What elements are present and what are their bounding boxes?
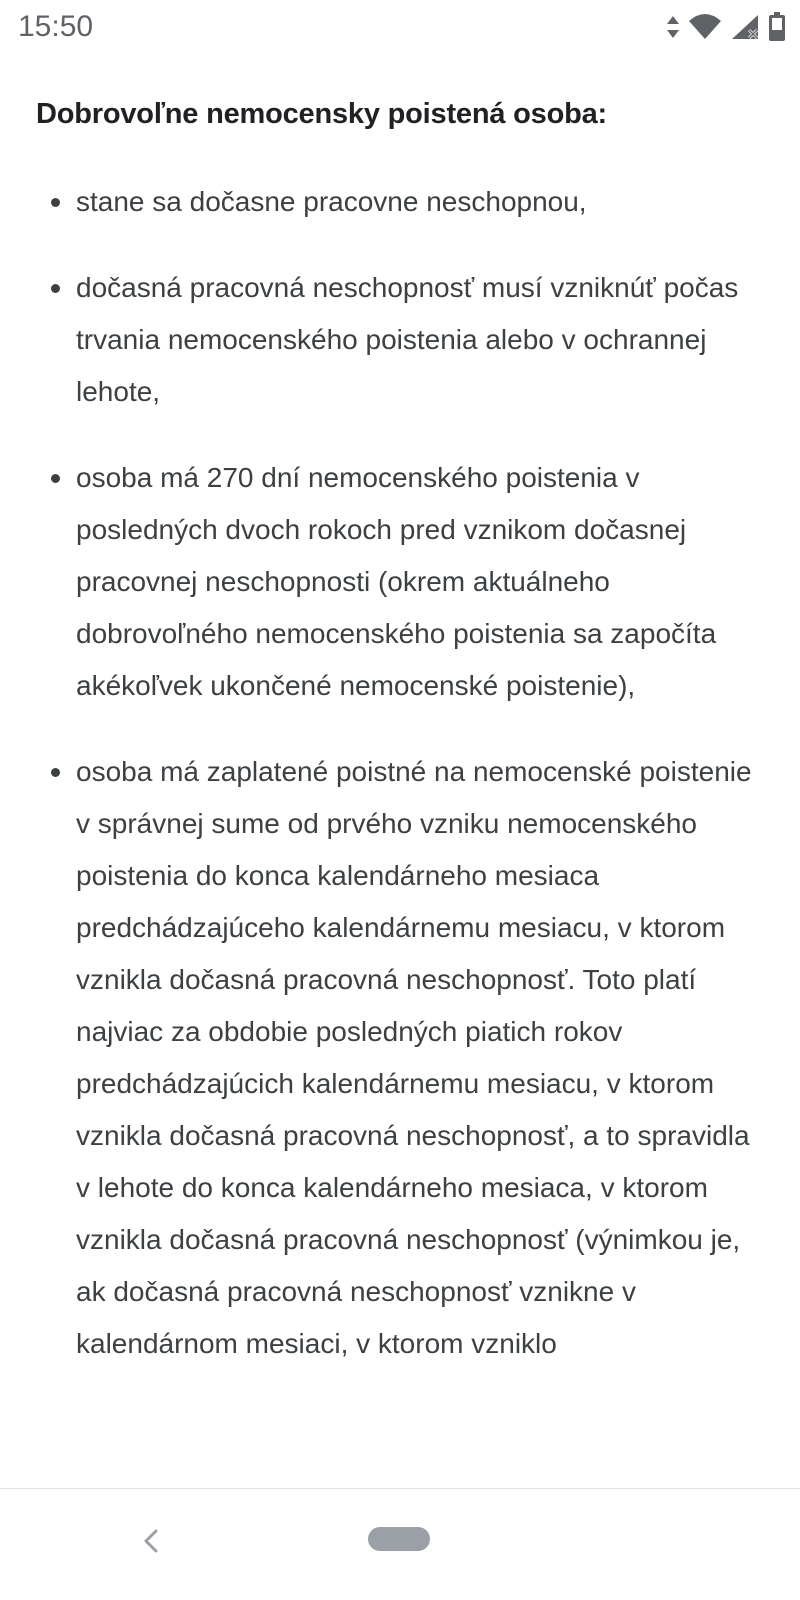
wifi-icon bbox=[688, 13, 722, 41]
list-item bbox=[36, 746, 764, 1370]
status-icons bbox=[666, 12, 786, 42]
list-item bbox=[36, 452, 764, 712]
list-item bbox=[36, 262, 764, 418]
bullet-dot-icon bbox=[51, 768, 60, 777]
main-content bbox=[36, 86, 764, 1480]
list-item-text: osoba má zaplatené poistné na nemocenské poistenie v správnej sume od prvého vzniku nemocenského poistenia do konca kalendárneho mesiaca predchádzajúceho kalendárnemu mesiacu, v ktorom vznikla dočasná pracovná neschopnosť. Toto platí najviac za obdobie posledných piatich rokov predchádzajúcich kalendárnemu mesiacu, v ktorom vznikla dočasná pracovná neschopnosť, a to spravidla v lehote do konca kalendárneho mesiaca, v ktorom vznikla dočasná pracovná neschopnosť (výnimkou je, ak dočasná pracovná neschopnosť vznikne v kalendárnom mesiaci, v ktorom vzniklo bbox=[76, 756, 752, 1359]
status-bar bbox=[0, 0, 800, 56]
list-item bbox=[36, 176, 764, 228]
list-item-text: osoba má 270 dní nemocenského poistenia v posledných dvoch rokoch pred vznikom dočasnej pracovnej neschopnosti (okrem aktuálneho dobrovoľného nemocenského poistenia sa započíta akékoľvek ukončené nemocenské poistenie), bbox=[76, 462, 717, 701]
list-item-text: dočasná pracovná neschopnosť musí vzniknúť počas trvania nemocenského poistenia alebo v ochrannej lehote, bbox=[76, 272, 739, 407]
signal-no-service-icon bbox=[730, 13, 760, 41]
status-time: 15:50 bbox=[18, 10, 94, 43]
bullet-dot-icon bbox=[51, 198, 60, 207]
data-arrows-icon bbox=[666, 14, 680, 40]
section-heading: Dobrovoľne nemocensky poistená osoba: bbox=[36, 98, 607, 130]
battery-icon bbox=[768, 12, 786, 42]
list-item-text: stane sa dočasne pracovne neschopnou, bbox=[76, 186, 587, 217]
conditions-list bbox=[36, 176, 764, 1370]
bullet-dot-icon bbox=[51, 284, 60, 293]
bullet-dot-icon bbox=[51, 474, 60, 483]
back-icon[interactable] bbox=[140, 1525, 164, 1557]
home-pill-icon[interactable] bbox=[368, 1527, 430, 1551]
navigation-bar bbox=[0, 1488, 800, 1600]
